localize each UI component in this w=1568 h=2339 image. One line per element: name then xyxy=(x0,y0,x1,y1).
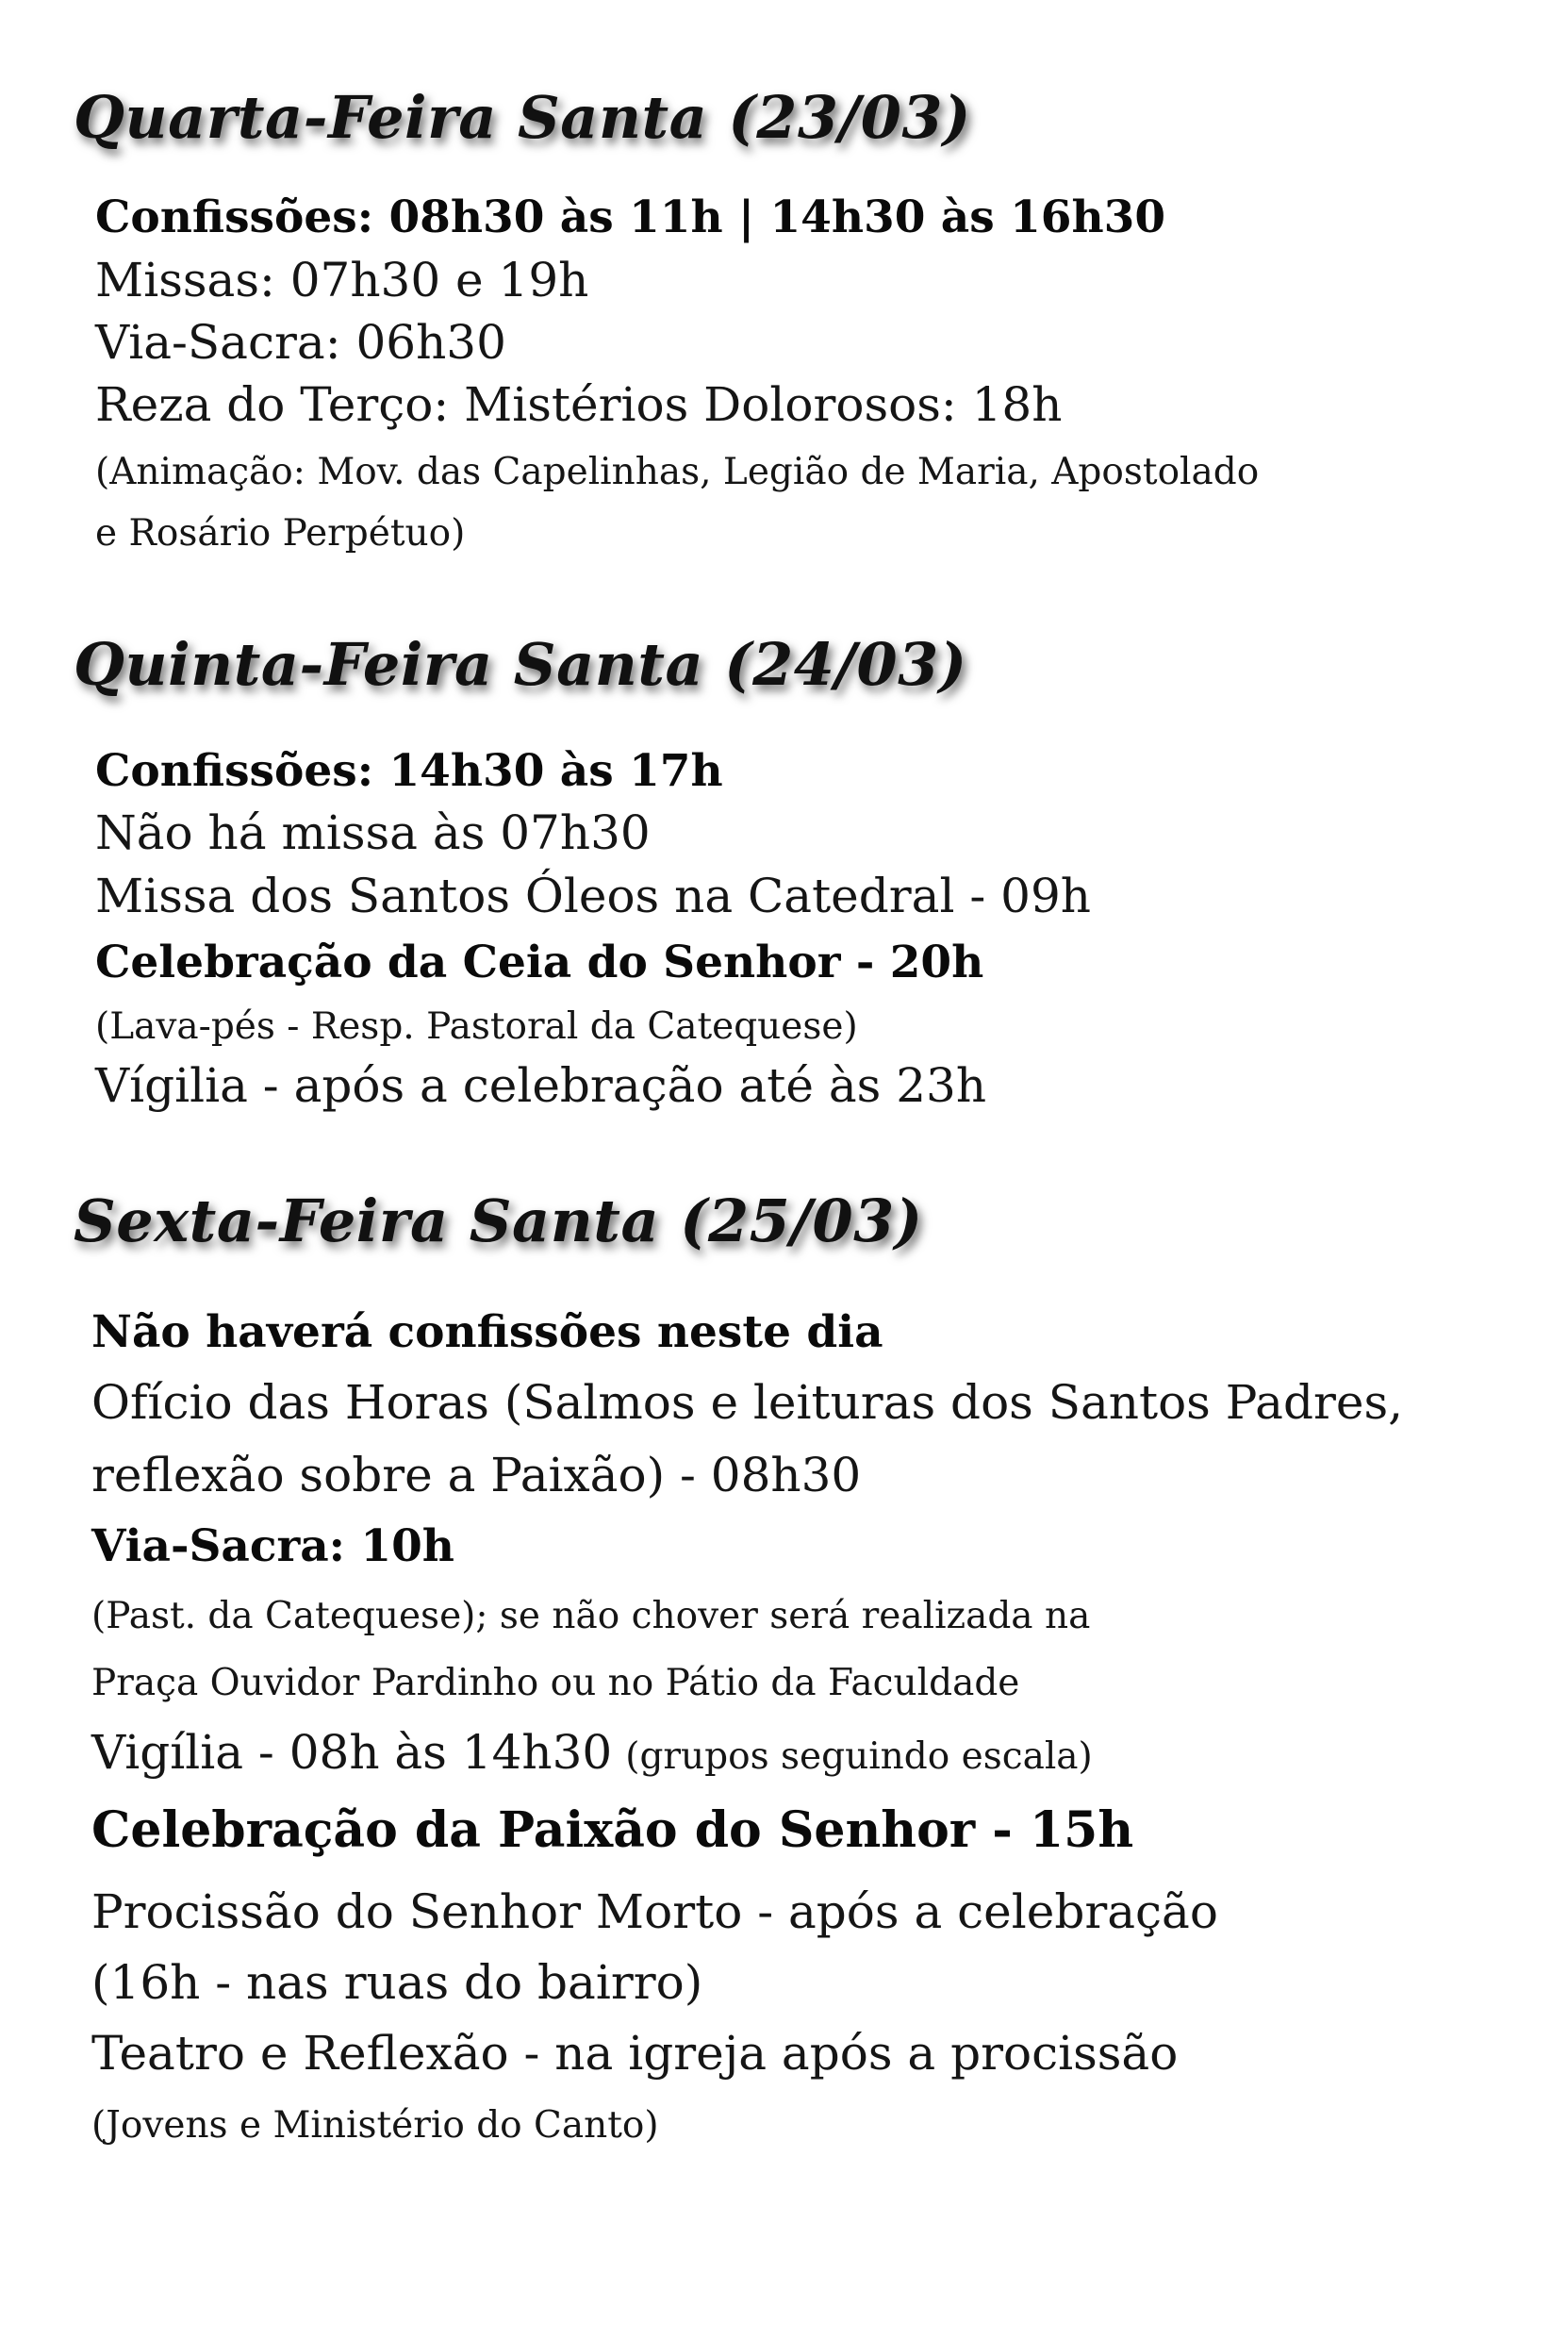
wednesday-confessions: Confissões: 08h30 às 11h | 14h30 às 16h30 xyxy=(95,191,1166,243)
friday-theatre-note: (Jovens e Ministério do Canto) xyxy=(91,2104,659,2147)
friday-vigil-note: (grupos seguindo escala) xyxy=(625,1735,1093,1778)
wednesday-stations: Via-Sacra: 06h30 xyxy=(95,315,506,370)
thursday-chrism-mass: Missa dos Santos Óleos na Catedral - 09h xyxy=(95,869,1091,923)
thursday-heading: Quinta-Feira Santa (24/03) xyxy=(74,630,967,699)
friday-heading: Sexta-Feira Santa (25/03) xyxy=(74,1186,923,1255)
friday-stations-note-line2: Praça Ouvidor Pardinho ou no Pátio da Faculdade xyxy=(91,1662,1020,1704)
thursday-no-mass: Não há missa às 07h30 xyxy=(95,805,651,860)
friday-procession-line1: Procissão do Senhor Morto - após a celebração xyxy=(91,1884,1218,1939)
thursday-foot-washing: (Lava-pés - Resp. Pastoral da Catequese) xyxy=(95,1005,858,1048)
friday-office-line2: reflexão sobre a Paixão) - 08h30 xyxy=(91,1448,862,1502)
wednesday-animation-line2: e Rosário Perpétuo) xyxy=(95,512,466,555)
thursday-confessions: Confissões: 14h30 às 17h xyxy=(95,745,723,797)
friday-no-confessions: Não haverá confissões neste dia xyxy=(91,1306,883,1358)
friday-procession-line2: (16h - nas ruas do bairro) xyxy=(91,1955,703,2010)
friday-stations: Via-Sacra: 10h xyxy=(91,1520,454,1572)
wednesday-rosary: Reza do Terço: Mistérios Dolorosos: 18h xyxy=(95,377,1063,432)
friday-vigil-main: Vigília - 08h às 14h30 xyxy=(91,1725,613,1780)
wednesday-animation-line1: (Animação: Mov. das Capelinhas, Legião de Maria, Apostolado xyxy=(95,451,1260,493)
friday-stations-note-line1: (Past. da Catequese); se não chover será realizada na xyxy=(91,1595,1091,1637)
wednesday-heading: Quarta-Feira Santa (23/03) xyxy=(74,83,971,152)
friday-office-line1: Ofício das Horas (Salmos e leituras dos Santos Padres, xyxy=(91,1375,1403,1430)
thursday-vigil: Vígilia - após a celebração até às 23h xyxy=(95,1058,987,1113)
friday-vigil xyxy=(91,1725,1093,1780)
wednesday-masses: Missas: 07h30 e 19h xyxy=(95,253,589,307)
friday-theatre: Teatro e Reflexão - na igreja após a procissão xyxy=(91,2026,1179,2081)
friday-passion: Celebração da Paixão do Senhor - 15h xyxy=(91,1801,1134,1859)
thursday-supper: Celebração da Ceia do Senhor - 20h xyxy=(95,937,984,988)
